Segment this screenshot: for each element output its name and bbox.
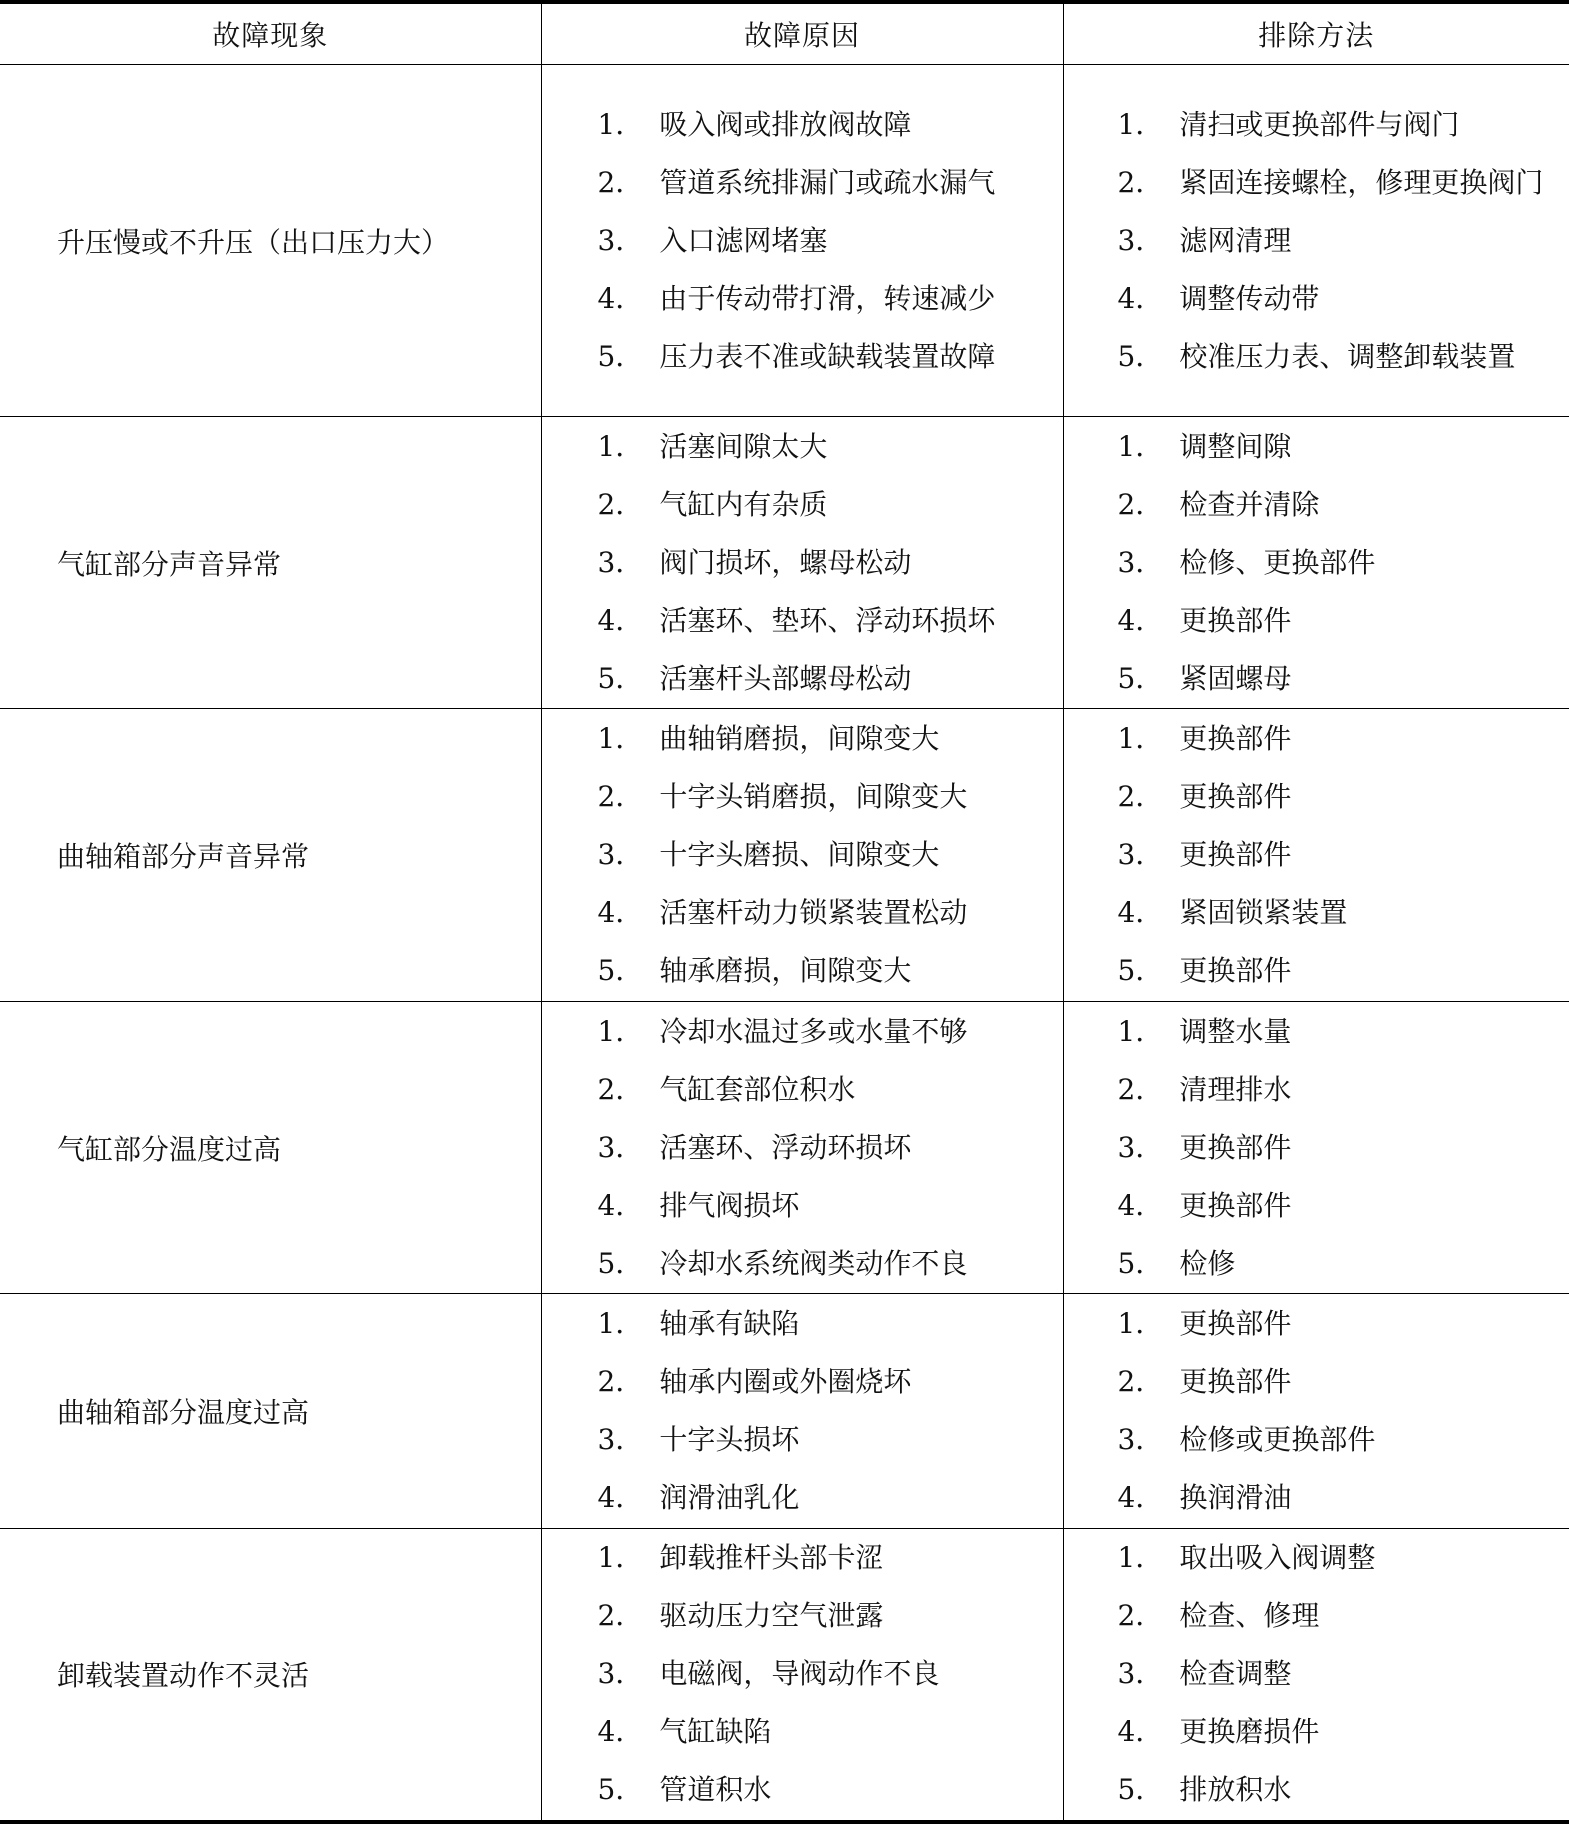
item-text: 十字头损坏 <box>659 1423 800 1456</box>
item-number: 5． <box>597 339 644 373</box>
item-number: 2． <box>1117 487 1164 521</box>
remedy-item <box>1118 212 1552 270</box>
item-text: 调整间隙 <box>1179 429 1292 463</box>
item-number: 1． <box>1117 1014 1164 1048</box>
cause-cell <box>541 65 1063 417</box>
item-number: 3． <box>597 1130 644 1164</box>
item-text: 取出吸入阀调整 <box>1179 1541 1376 1575</box>
item-text: 十字头销磨损，间隙变大 <box>659 780 968 813</box>
item-number: 1． <box>1117 1541 1164 1575</box>
remedy-item <box>1118 476 1552 534</box>
item-number: 2． <box>597 487 644 521</box>
table-row <box>0 417 1569 709</box>
item-text: 紧固锁紧装置 <box>1179 896 1348 929</box>
item-text: 由于传动带打滑，转速减少 <box>659 281 996 315</box>
table-row <box>0 1002 1569 1294</box>
remedy-cell <box>1063 709 1569 1002</box>
item-text: 吸入阀或排放阀故障 <box>659 107 912 141</box>
item-number: 2． <box>1117 1599 1164 1633</box>
item-text: 更换部件 <box>1179 603 1292 637</box>
cause-item <box>598 1703 1063 1761</box>
remedy-item <box>1118 1411 1552 1469</box>
item-text: 更换部件 <box>1179 1307 1292 1340</box>
item-number: 5． <box>597 954 644 987</box>
item-number: 4． <box>1117 281 1164 315</box>
remedy-item <box>1118 534 1552 592</box>
item-number: 1． <box>1117 1307 1164 1340</box>
cause-item <box>598 1529 1063 1587</box>
cause-item <box>598 476 1063 534</box>
cause-item <box>598 942 1063 1000</box>
item-number: 2． <box>1117 1365 1164 1398</box>
item-number: 2． <box>1117 1072 1164 1106</box>
item-text: 轴承内圈或外圈烧坏 <box>659 1365 912 1398</box>
cause-item <box>598 592 1063 650</box>
symptom-cell: 卸载装置动作不灵活 <box>0 1529 541 1822</box>
item-text: 更换部件 <box>1179 1130 1292 1164</box>
item-text: 更换磨损件 <box>1179 1715 1320 1749</box>
item-text: 冷却水温过多或水量不够 <box>659 1014 968 1048</box>
remedy-item <box>1118 1645 1552 1703</box>
item-text: 清理排水 <box>1179 1072 1292 1106</box>
item-number: 5． <box>1117 1773 1164 1807</box>
cause-item <box>598 1353 1063 1411</box>
cause-cell <box>541 417 1063 709</box>
remedy-cell <box>1063 417 1569 709</box>
item-text: 活塞间隙太大 <box>659 429 828 463</box>
remedy-item <box>1118 884 1552 942</box>
remedy-cell <box>1063 1294 1569 1529</box>
item-number: 4． <box>1117 1481 1164 1514</box>
item-text: 换润滑油 <box>1179 1481 1292 1514</box>
table-body <box>0 65 1569 1822</box>
item-number: 5． <box>1117 954 1164 987</box>
item-number: 2． <box>1117 780 1164 813</box>
item-text: 更换部件 <box>1179 780 1292 813</box>
remedy-item <box>1118 1061 1552 1119</box>
symptom-cell: 曲轴箱部分声音异常 <box>0 709 541 1002</box>
cause-item <box>598 650 1063 708</box>
cause-item <box>598 1235 1063 1293</box>
item-text: 管道积水 <box>659 1773 772 1807</box>
item-text: 冷却水系统阀类动作不良 <box>659 1246 968 1280</box>
item-text: 润滑油乳化 <box>659 1481 800 1514</box>
cause-item <box>598 768 1063 826</box>
item-text: 活塞杆动力锁紧装置松动 <box>659 896 968 929</box>
header-symptom: 故障现象 <box>0 2 541 65</box>
item-number: 5． <box>597 661 644 695</box>
cause-item <box>598 1177 1063 1235</box>
cause-item <box>598 1469 1063 1527</box>
item-number: 1． <box>1117 107 1164 141</box>
item-number: 5． <box>597 1246 644 1280</box>
item-text: 排放积水 <box>1179 1773 1292 1807</box>
item-number: 1． <box>597 1014 644 1048</box>
item-number: 5． <box>597 1773 644 1807</box>
item-number: 2． <box>597 1072 644 1106</box>
item-text: 排气阀损坏 <box>659 1188 800 1222</box>
item-number: 1． <box>597 1307 644 1340</box>
symptom-cell: 曲轴箱部分温度过高 <box>0 1294 541 1529</box>
remedy-item <box>1118 1235 1552 1293</box>
table-row <box>0 1294 1569 1529</box>
item-text: 活塞环、垫环、浮动环损坏 <box>659 603 996 637</box>
item-text: 曲轴销磨损，间隙变大 <box>659 722 940 755</box>
cause-item <box>598 884 1063 942</box>
item-number: 5． <box>1117 1246 1164 1280</box>
header-cause: 故障原因 <box>541 2 1063 65</box>
item-number: 1． <box>597 107 644 141</box>
item-text: 更换部件 <box>1179 722 1292 755</box>
item-number: 2． <box>597 165 644 199</box>
remedy-item <box>1118 1177 1552 1235</box>
item-number: 4． <box>597 1188 644 1222</box>
item-number: 5． <box>1117 661 1164 695</box>
item-text: 校准压力表、调整卸载装置 <box>1179 339 1516 373</box>
item-text: 检修、更换部件 <box>1179 545 1376 579</box>
item-text: 气缸内有杂质 <box>659 487 828 521</box>
remedy-cell <box>1063 1002 1569 1294</box>
remedy-item <box>1118 1761 1552 1819</box>
cause-item <box>598 1295 1063 1353</box>
item-text: 十字头磨损、间隙变大 <box>659 838 940 871</box>
cause-item <box>598 270 1063 328</box>
remedy-item <box>1118 96 1552 154</box>
cause-item <box>598 212 1063 270</box>
symptom-cell: 升压慢或不升压（出口压力大） <box>0 65 541 417</box>
item-number: 1． <box>597 722 644 755</box>
cause-cell <box>541 709 1063 1002</box>
item-number: 4． <box>597 281 644 315</box>
item-number: 1． <box>1117 429 1164 463</box>
item-text: 滤网清理 <box>1179 223 1292 257</box>
item-number: 3． <box>597 838 644 871</box>
item-text: 轴承有缺陷 <box>659 1307 800 1340</box>
remedy-item <box>1118 270 1552 328</box>
cause-item <box>598 96 1063 154</box>
item-text: 气缸缺陷 <box>659 1715 772 1749</box>
remedy-item <box>1118 1703 1552 1761</box>
remedy-item <box>1118 650 1552 708</box>
remedy-item <box>1118 328 1552 386</box>
item-text: 检修 <box>1179 1246 1236 1280</box>
remedy-item <box>1118 1003 1552 1061</box>
cause-item <box>598 418 1063 476</box>
header-remedy: 排除方法 <box>1063 2 1569 65</box>
item-text: 电磁阀，导阀动作不良 <box>659 1657 940 1691</box>
cause-item <box>598 1645 1063 1703</box>
item-number: 3． <box>1117 545 1164 579</box>
item-number: 1． <box>597 429 644 463</box>
item-text: 管道系统排漏门或疏水漏气 <box>659 165 996 199</box>
item-text: 紧固连接螺栓，修理更换阀门 <box>1179 165 1544 199</box>
remedy-cell <box>1063 65 1569 417</box>
remedy-item <box>1118 768 1552 826</box>
cause-item <box>598 1411 1063 1469</box>
item-number: 1． <box>597 1541 644 1575</box>
remedy-item <box>1118 1587 1552 1645</box>
item-number: 4． <box>1117 1188 1164 1222</box>
item-number: 1． <box>1117 722 1164 755</box>
item-text: 压力表不准或缺载装置故障 <box>659 339 996 373</box>
remedy-item <box>1118 1353 1552 1411</box>
item-number: 2． <box>1117 165 1164 199</box>
item-text: 清扫或更换部件与阀门 <box>1179 107 1460 141</box>
table-row <box>0 65 1569 417</box>
item-text: 检修或更换部件 <box>1179 1423 1376 1456</box>
symptom-cell: 气缸部分声音异常 <box>0 417 541 709</box>
item-number: 2． <box>597 1365 644 1398</box>
item-number: 3． <box>597 1423 644 1456</box>
item-text: 卸载推杆头部卡涩 <box>659 1541 884 1575</box>
cause-item <box>598 710 1063 768</box>
item-text: 检查、修理 <box>1179 1599 1320 1633</box>
item-number: 3． <box>1117 838 1164 871</box>
remedy-item <box>1118 826 1552 884</box>
item-text: 轴承磨损，间隙变大 <box>659 954 912 987</box>
cause-item <box>598 1003 1063 1061</box>
remedy-item <box>1118 942 1552 1000</box>
cause-item <box>598 826 1063 884</box>
item-text: 检查并清除 <box>1179 487 1320 521</box>
item-number: 4． <box>597 1715 644 1749</box>
item-number: 4． <box>1117 896 1164 929</box>
remedy-item <box>1118 592 1552 650</box>
remedy-item <box>1118 1295 1552 1353</box>
item-number: 3． <box>1117 1423 1164 1456</box>
cause-item <box>598 1061 1063 1119</box>
remedy-item <box>1118 710 1552 768</box>
item-text: 调整水量 <box>1179 1014 1292 1048</box>
item-number: 4． <box>1117 603 1164 637</box>
cause-item <box>598 1587 1063 1645</box>
item-text: 入口滤网堵塞 <box>659 223 828 257</box>
item-number: 3． <box>1117 1130 1164 1164</box>
item-text: 紧固螺母 <box>1179 661 1292 695</box>
item-number: 3． <box>597 223 644 257</box>
remedy-item <box>1118 418 1552 476</box>
remedy-item <box>1118 1469 1552 1527</box>
item-text: 调整传动带 <box>1179 281 1320 315</box>
remedy-item <box>1118 1119 1552 1177</box>
item-text: 检查调整 <box>1179 1657 1292 1691</box>
item-text: 驱动压力空气泄露 <box>659 1599 884 1633</box>
item-number: 4． <box>1117 1715 1164 1749</box>
item-number: 3． <box>597 1657 644 1691</box>
remedy-item <box>1118 154 1552 212</box>
item-text: 更换部件 <box>1179 1188 1292 1222</box>
item-text: 更换部件 <box>1179 954 1292 987</box>
item-number: 3． <box>1117 223 1164 257</box>
cause-cell <box>541 1002 1063 1294</box>
cause-cell <box>541 1294 1063 1529</box>
item-number: 4． <box>597 603 644 637</box>
item-text: 气缸套部位积水 <box>659 1072 856 1106</box>
cause-item <box>598 1761 1063 1819</box>
item-text: 阀门损坏，螺母松动 <box>659 545 912 579</box>
table-row <box>0 709 1569 1002</box>
item-number: 4． <box>597 896 644 929</box>
item-number: 2． <box>597 780 644 813</box>
remedy-item <box>1118 1529 1552 1587</box>
cause-item <box>598 534 1063 592</box>
cause-item <box>598 1119 1063 1177</box>
item-number: 5． <box>1117 339 1164 373</box>
item-number: 3． <box>1117 1657 1164 1691</box>
symptom-cell: 气缸部分温度过高 <box>0 1002 541 1294</box>
item-text: 更换部件 <box>1179 838 1292 871</box>
cause-item <box>598 328 1063 386</box>
remedy-cell <box>1063 1529 1569 1822</box>
item-number: 3． <box>597 545 644 579</box>
item-text: 更换部件 <box>1179 1365 1292 1398</box>
cause-cell <box>541 1529 1063 1822</box>
item-number: 4． <box>597 1481 644 1514</box>
item-number: 2． <box>597 1599 644 1633</box>
item-text: 活塞杆头部螺母松动 <box>659 661 912 695</box>
table-header-row <box>0 2 1569 65</box>
cause-item <box>598 154 1063 212</box>
table-row <box>0 1529 1569 1822</box>
item-text: 活塞环、浮动环损坏 <box>659 1130 912 1164</box>
